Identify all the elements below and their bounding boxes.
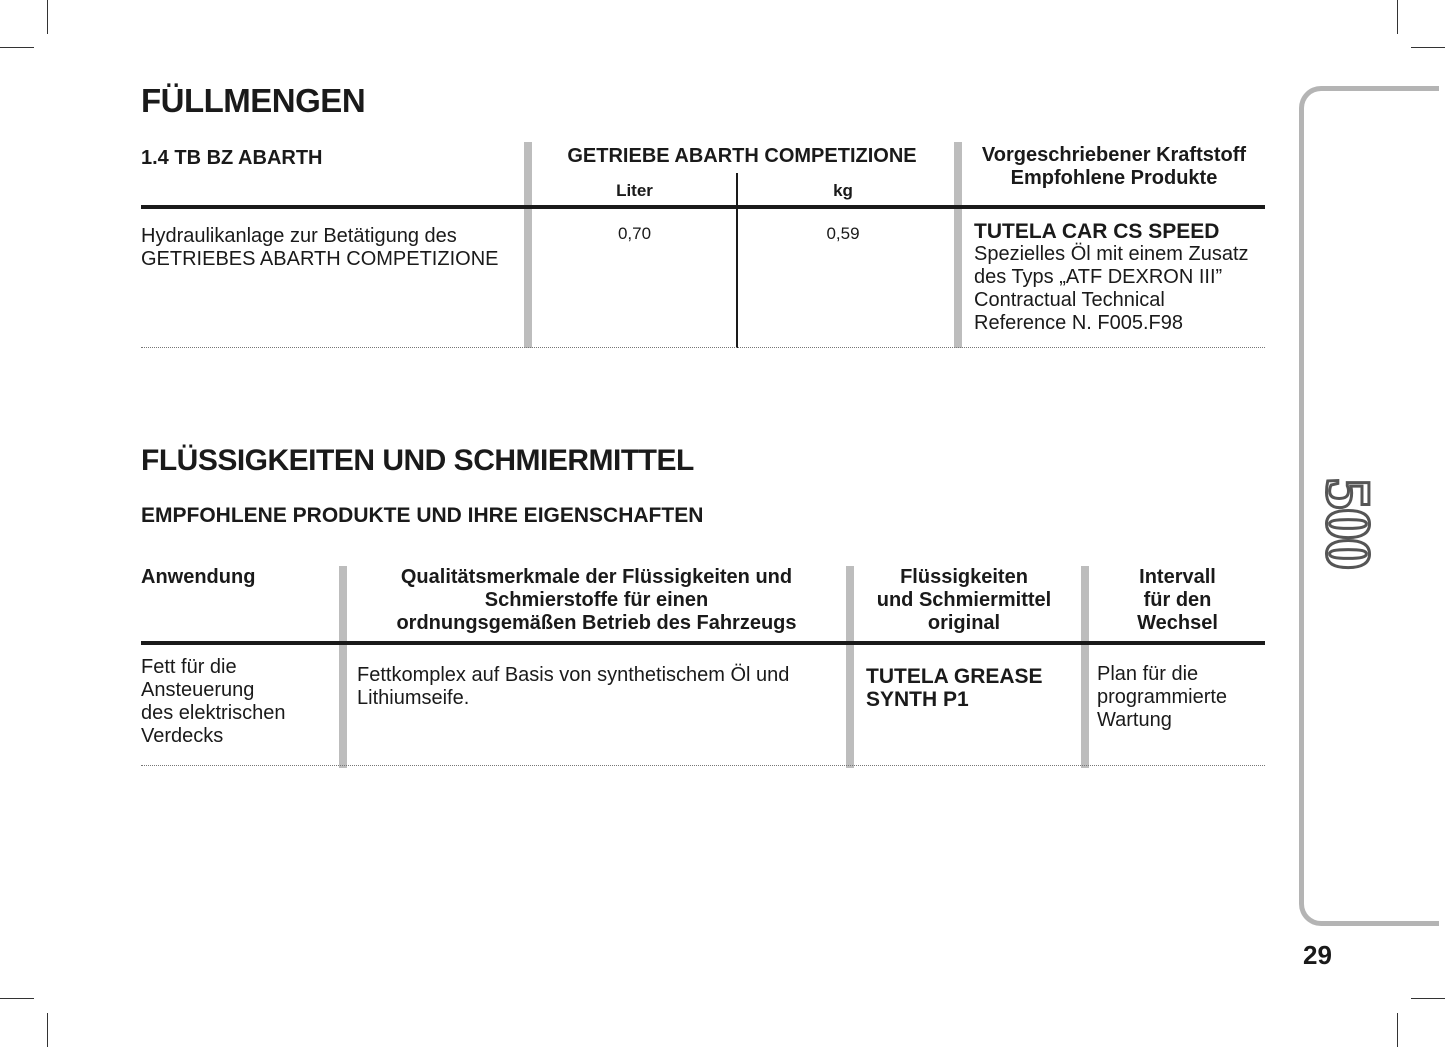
product-cell: [974, 220, 1249, 335]
header-line: Schmierstoffe für einen: [484, 589, 709, 611]
fluids-header: [855, 566, 1073, 635]
cell-line: Verdecks: [141, 725, 224, 747]
header-rule: [141, 641, 1265, 645]
cell-line: Lithiumseife.: [357, 687, 470, 709]
application-cell: [141, 656, 286, 748]
quality-cell: [357, 664, 789, 710]
product-line: Spezielles Öl mit einem Zusatz: [974, 243, 1249, 265]
header-line: Flüssigkeiten: [900, 566, 1028, 588]
header-line: Wechsel: [1137, 612, 1218, 634]
header-line: ordnungsgemäßen Betrieb des Fahrzeugs: [396, 612, 797, 634]
fuel-header: [963, 144, 1265, 190]
cell-line: des elektrischen: [141, 702, 286, 724]
product-line: Reference N. F005.F98: [974, 312, 1183, 334]
fluids-cell: [866, 665, 1043, 711]
description-line: Hydraulikanlage zur Betätigung des: [141, 225, 457, 247]
column-divider: [339, 566, 347, 768]
liter-value: 0,70: [617, 224, 652, 243]
section2-subtitle: EMPFOHLENE PRODUKTE UND IHRE EIGENSCHAFTEN: [141, 504, 704, 527]
cell-line: programmierte: [1097, 686, 1228, 708]
logo-text: 500: [1313, 478, 1384, 568]
row-separator: [141, 347, 1265, 348]
cell-line: Wartung: [1097, 709, 1172, 731]
column-divider: [1081, 566, 1089, 768]
page-number: 29: [1303, 940, 1332, 970]
interval-header: [1090, 566, 1265, 635]
crop-mark: [0, 998, 34, 999]
crop-mark: [1411, 47, 1445, 48]
crop-mark: [1397, 1013, 1398, 1047]
quality-header: [348, 566, 845, 635]
fuel-header-line: Vorgeschriebener Kraftstoff: [981, 144, 1247, 166]
column-divider: [524, 142, 532, 348]
column-divider: [954, 142, 962, 348]
column-divider: [736, 173, 738, 348]
cell-line: Plan für die: [1097, 663, 1199, 685]
row-separator: [141, 765, 1265, 766]
header-rule: [141, 205, 1265, 209]
column-divider: [846, 566, 854, 768]
section2-title: FLÜSSIGKEITEN UND SCHMIERMITTEL: [141, 444, 694, 477]
crop-mark: [47, 0, 48, 34]
capacity-description: [141, 225, 498, 271]
crop-mark: [47, 1013, 48, 1047]
gearbox-header: GETRIEBE ABARTH COMPETIZIONE: [567, 145, 917, 167]
header-line: Intervall: [1139, 566, 1216, 588]
header-line: original: [927, 612, 1001, 634]
application-header: Anwendung: [141, 566, 256, 588]
liter-header: Liter: [616, 181, 653, 200]
cell-line: Fett für die: [141, 656, 237, 678]
kg-value: 0,59: [826, 224, 860, 243]
interval-cell: [1097, 663, 1227, 732]
cell-line: Fettkomplex auf Basis von synthetischem Öl und: [357, 664, 790, 686]
cell-line: TUTELA GREASE: [866, 665, 1043, 688]
header-line: für den: [1143, 589, 1212, 611]
product-name: TUTELA CAR CS SPEED: [974, 220, 1220, 243]
cell-line: SYNTH P1: [866, 688, 969, 711]
cell-line: Ansteuerung: [141, 679, 255, 701]
crop-mark: [0, 47, 34, 48]
product-line: Contractual Technical: [974, 289, 1165, 311]
section1-title: FÜLLMENGEN: [141, 82, 366, 119]
engine-header: 1.4 TB BZ ABARTH: [141, 147, 323, 169]
crop-mark: [1397, 0, 1398, 34]
fuel-header-line: Empfohlene Produkte: [1010, 167, 1218, 189]
header-line: und Schmiermittel: [876, 589, 1052, 611]
kg-header: kg: [833, 181, 853, 200]
logo-500: [1315, 463, 1385, 583]
header-line: Qualitätsmerkmale der Flüssigkeiten und: [400, 566, 793, 588]
product-line: des Typs „ATF DEXRON III”: [974, 266, 1223, 288]
crop-mark: [1411, 998, 1445, 999]
description-line: GETRIEBES ABARTH COMPETIZIONE: [141, 248, 499, 270]
